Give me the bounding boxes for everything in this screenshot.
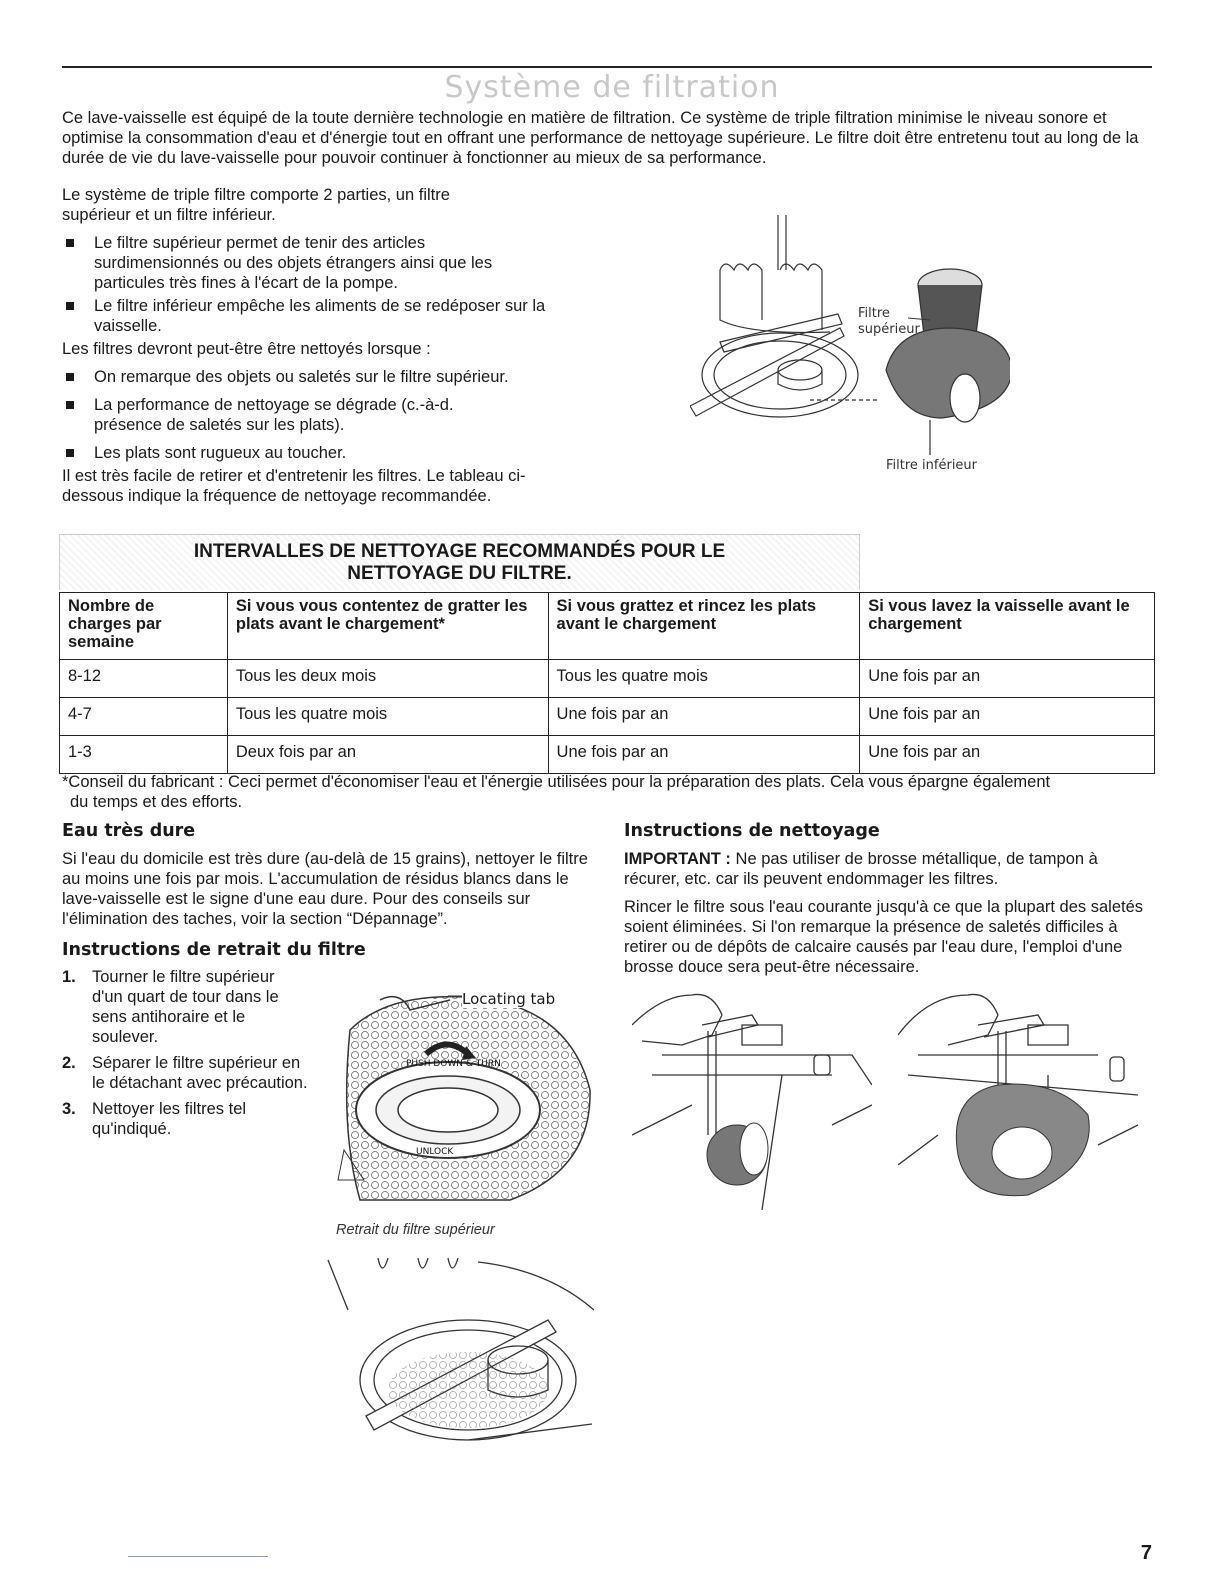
cleaning-section — [624, 820, 1152, 977]
lower-filter-label: Filtre inférieur — [886, 458, 978, 473]
push-down-turn-label: PUSH DOWN & TURN — [406, 1059, 501, 1069]
locating-tab-label: Locating tab — [462, 990, 556, 1008]
page-number: 7 — [1140, 1542, 1152, 1564]
rinse-lower-filter-illustration — [898, 985, 1138, 1210]
removal-heading: Instructions de retrait du filtre — [62, 940, 366, 960]
list-item: Les plats sont rugueux au toucher. — [62, 443, 552, 463]
important-text: Ne pas utiliser de brosse métallique, de tampon à récurer, etc. car ils peuvent endommager les filtres. — [624, 850, 1098, 888]
important-label: IMPORTANT : — [624, 850, 731, 868]
table-cell: Tous les quatre mois — [548, 660, 860, 698]
table-cell: 8-12 — [60, 660, 228, 698]
table-row — [60, 660, 1155, 698]
important-paragraph — [624, 849, 1152, 889]
hard-water-text: Si l'eau du domicile est très dure (au-delà de 15 grains), nettoyer le filtre au moins une fois par mois. L'accumulation de résidus blancs dans le lave-vaisselle est le signe d'une eau dure. Pour des conseils sur l'élimination des taches, voir la section “Dépannage”. — [62, 850, 588, 928]
easy-note: Il est très facile de retirer et d'entretenir les filtres. Le tableau ci-dessous indique la fréquence de nettoyage recommandée. — [62, 467, 526, 505]
intro-paragraph: Ce lave-vaisselle est équipé de la toute dernière technologie en matière de filtration. Ce système de triple filtration minimise le niveau sonore et optimise la consommation d'eau et d'énergie tout en offrant une performance de nettoyage supérieure. Le filtre doit être entretenu tout au long de la durée de vie du lave-vaisselle pour pouvoir continuer à fonctionner au mieux de sa performance. — [62, 109, 1139, 167]
removal-steps — [62, 967, 308, 1139]
list-item: Le filtre inférieur empêche les aliments de se redéposer sur la vaisselle. — [62, 296, 552, 336]
step-2: 2. Séparer le filtre supérieur en le détachant avec précaution. — [62, 1054, 308, 1092]
cleaning-interval-table — [59, 592, 1155, 774]
table-cell: Deux fois par an — [227, 736, 548, 774]
filter-assembly-illustration — [690, 210, 1010, 460]
header-scrape-rinse: Si vous grattez et rincez les plats avant le chargement — [548, 593, 860, 660]
header-prewash: Si vous lavez la vaisselle avant le chargement — [860, 593, 1155, 660]
manufacturer-note: *Conseil du fabricant : Ceci permet d'économiser l'eau et l'énergie utilisées pour la préparation des plats. Cela vous épargne également du temps et des efforts. — [62, 773, 1051, 811]
parts-intro: Le système de triple filtre comporte 2 parties, un filtre supérieur et un filtre inférieur. — [62, 186, 450, 224]
list-item: La performance de nettoyage se dégrade (c.-à-d. présence de saletés sur les plats). — [62, 395, 514, 435]
table-cell: 4-7 — [60, 698, 228, 736]
table-row — [60, 736, 1155, 774]
table-cell: Une fois par an — [548, 698, 860, 736]
table-cell: Une fois par an — [548, 736, 860, 774]
unlock-label: UNLOCK — [416, 1147, 454, 1157]
table-title: INTERVALLES DE NETTOYAGE RECOMMANDÉS POUR LE NETTOYAGE DU FILTRE. — [59, 534, 860, 590]
upper-filter-label: Filtre supérieur — [858, 306, 920, 337]
table-row — [60, 698, 1155, 736]
cleaning-heading: Instructions de nettoyage — [624, 821, 880, 841]
removal-caption: Retrait du filtre supérieur — [336, 1222, 495, 1238]
table-cell: Tous les quatre mois — [227, 698, 548, 736]
list-item: Le filtre supérieur permet de tenir des articles surdimensionnés ou des objets étrangers ainsi que les particules très fines à l'écart de la pompe. — [62, 233, 554, 293]
page-title: Système de filtration — [444, 70, 780, 105]
cleaning-text: Rincer le filtre sous l'eau courante jusqu'à ce que la plupart des saletés soient éliminées. Si l'on remarque la présence de saletés difficiles à retirer ou de dépôts de calcaire causés par l'eau dure, l'emploi d'une brosse douce sera peut-être nécessaire. — [624, 898, 1144, 976]
when-intro: Les filtres devront peut-être être nettoyés lorsque : — [62, 340, 431, 358]
list-item: On remarque des objets ou saletés sur le filtre supérieur. — [62, 367, 552, 387]
table-header-row — [60, 593, 1155, 660]
step-1: 1. Tourner le filtre supérieur d'un quart de tour dans le sens antihoraire et le soulever. — [62, 968, 279, 1046]
top-rule — [62, 66, 1152, 68]
filter-in-tub-illustration — [318, 1250, 598, 1450]
step-3: 3. Nettoyer les filtres tel qu'indiqué. — [62, 1100, 247, 1138]
header-loads: Nombre de charges par semaine — [60, 593, 228, 660]
table-cell: Tous les deux mois — [227, 660, 548, 698]
hard-water-section — [62, 820, 590, 961]
table-cell: Une fois par an — [860, 660, 1155, 698]
table-cell: Une fois par an — [860, 736, 1155, 774]
header-scrape: Si vous vous contentez de gratter les plats avant le chargement* — [227, 593, 548, 660]
hard-water-heading: Eau très dure — [62, 821, 196, 841]
rinse-upper-filter-illustration — [632, 985, 872, 1210]
filter-description — [62, 185, 552, 506]
table-cell: 1-3 — [60, 736, 228, 774]
table-cell: Une fois par an — [860, 698, 1155, 736]
footer-line — [128, 1556, 268, 1557]
